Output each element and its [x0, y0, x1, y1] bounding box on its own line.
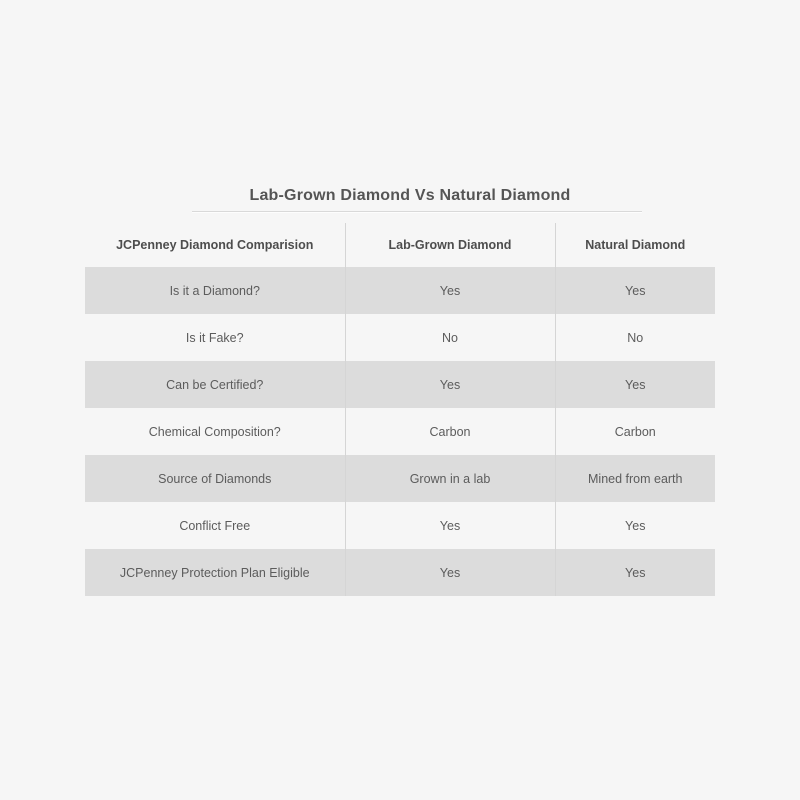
- header-cell-col1: JCPenney Diamond Comparision: [116, 238, 314, 252]
- value-cell: Carbon: [345, 408, 555, 455]
- page-title: Lab-Grown Diamond Vs Natural Diamond: [249, 187, 571, 204]
- header-cell-col2: Lab-Grown Diamond: [345, 223, 555, 267]
- value-cell: Mined from earth: [555, 455, 715, 502]
- value-cell: Carbon: [555, 408, 715, 455]
- table-row: [85, 455, 715, 502]
- value-cell: Grown in a lab: [345, 455, 555, 502]
- header-cell-col3: Natural Diamond: [555, 223, 715, 267]
- table-body: [85, 267, 715, 596]
- value-cell: No: [345, 314, 555, 361]
- value-cell: Yes: [345, 502, 555, 549]
- value-cell: Yes: [555, 267, 715, 314]
- table-row: [85, 549, 715, 596]
- value-cell: Yes: [555, 502, 715, 549]
- table-row-header: [85, 223, 715, 267]
- table-header-row: [85, 223, 715, 267]
- comparison-content: [85, 187, 715, 596]
- table-row: [85, 361, 715, 408]
- row-label-cell: Source of Diamonds: [158, 471, 272, 486]
- row-label-cell: Conflict Free: [179, 518, 251, 533]
- row-label-cell: JCPenney Protection Plan Eligible: [119, 565, 310, 580]
- value-cell: No: [555, 314, 715, 361]
- comparison-table: [85, 223, 715, 596]
- row-label-cell: Is it a Diamond?: [169, 283, 260, 298]
- title-underline: [192, 211, 642, 213]
- value-cell: Yes: [345, 267, 555, 314]
- row-label-cell: Can be Certified?: [166, 377, 264, 392]
- value-cell: Yes: [345, 361, 555, 408]
- table-row: [85, 502, 715, 549]
- row-label-cell: Is it Fake?: [185, 330, 244, 345]
- row-label-cell: Chemical Composition?: [148, 424, 281, 439]
- value-cell: Yes: [555, 361, 715, 408]
- value-cell: Yes: [555, 549, 715, 596]
- table-row: [85, 314, 715, 361]
- table-row: [85, 408, 715, 455]
- value-cell: Yes: [345, 549, 555, 596]
- table-row: [85, 267, 715, 314]
